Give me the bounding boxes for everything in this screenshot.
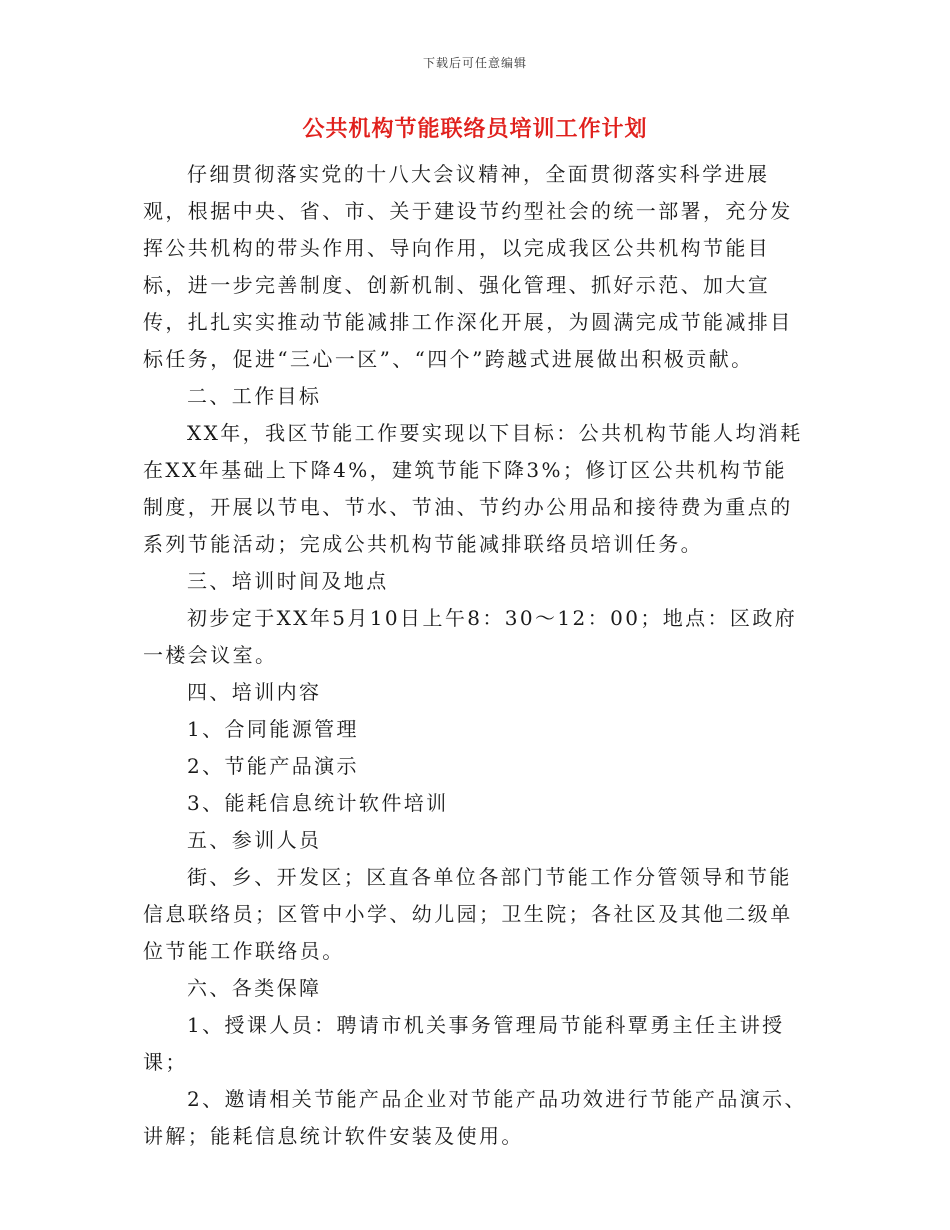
section-heading-participants: 五、参训人员	[187, 828, 322, 852]
participants-paragraph: 街、乡、开发区；区直各单位各部门节能工作分管领导和节能信息联络员；区管中小学、幼儿园；卫生院；各社区及其他二级单位节能工作联络员。	[143, 865, 793, 963]
document-body	[143, 156, 807, 1155]
header-note: 下载后可任意编辑	[422, 56, 527, 70]
goals-paragraph: XX年，我区节能工作要实现以下目标：公共机构节能人均消耗在XX年基础上下降4%，建筑节能下降3%；修订区公共机构节能制度，开展以节电、节水、节油、节约办公用品和接待费为重点的系列节能活动；完成公共机构节能减排联络员培训任务。	[143, 421, 803, 556]
section-heading-goals: 二、工作目标	[187, 384, 322, 408]
section-heading-time-place: 三、培训时间及地点	[187, 569, 389, 593]
support-item-1: 1、授课人员：聘请市机关事务管理局节能科覃勇主任主讲授课；	[143, 1013, 785, 1074]
section-heading-support: 六、各类保障	[187, 976, 322, 1000]
support-item-2: 2、邀请相关节能产品企业对节能产品功效进行节能产品演示、讲解；能耗信息统计软件安装及使用。	[143, 1087, 807, 1148]
intro-paragraph: 仔细贯彻落实党的十八大会议精神，全面贯彻落实科学进展观，根据中央、省、市、关于建设节约型社会的统一部署，充分发挥公共机构的带头作用、导向作用，以完成我区公共机构节能目标，进一步完善制度、创新机制、强化管理、抓好示范、加大宣传，扎扎实实推动节能减排工作深化开展，为圆满完成节能减排目标任务，促进“三心一区”、“四个”跨越式进展做出积极贡献。	[143, 162, 793, 371]
time-place-paragraph: 初步定于XX年5月10日上午8：30～12：00；地点：区政府一楼会议室。	[143, 606, 798, 667]
section-heading-content: 四、培训内容	[187, 680, 322, 704]
document-title: 公共机构节能联络员培训工作计划	[302, 116, 648, 142]
content-item-3: 3、能耗信息统计软件培训	[187, 791, 449, 815]
content-item-1: 1、合同能源管理	[187, 717, 359, 741]
content-item-2: 2、节能产品演示	[187, 754, 359, 778]
